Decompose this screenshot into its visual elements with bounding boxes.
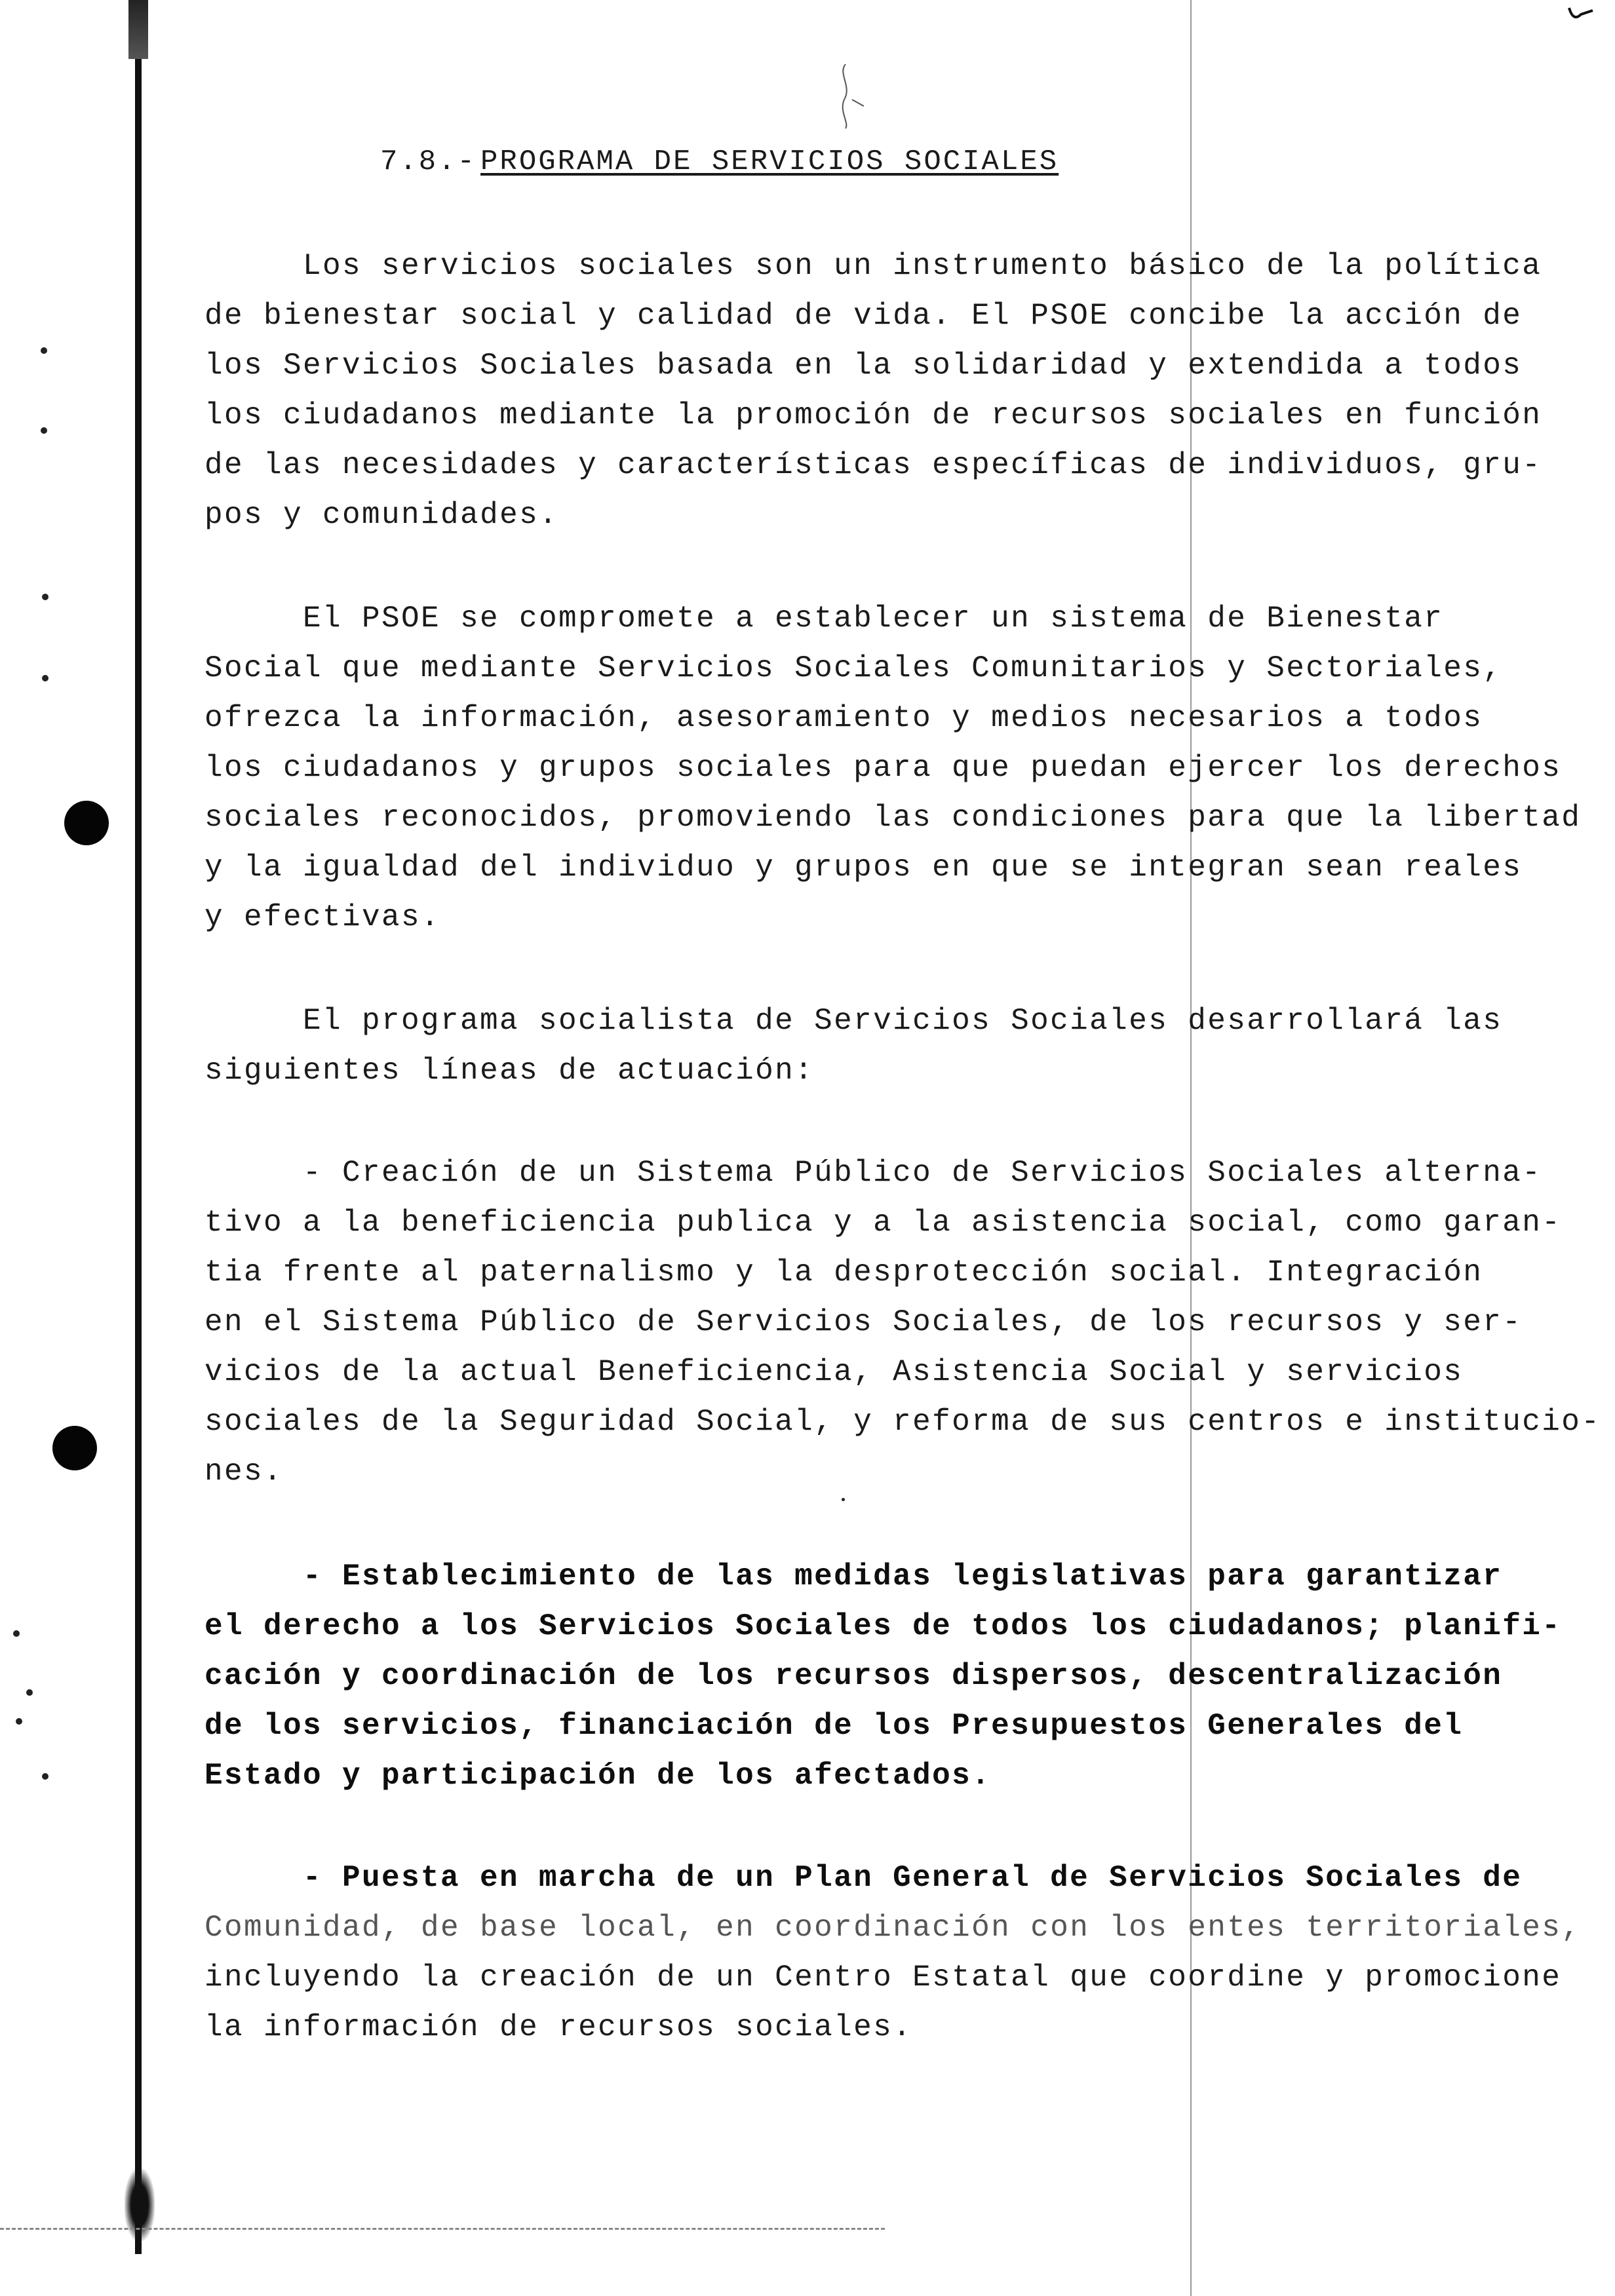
text-line: y la igualdad del individuo y grupos en que se integran sean reales: [204, 851, 1523, 885]
text-line: tivo a la beneficiencia publica y a la asistencia social, como garan-: [204, 1206, 1562, 1240]
text-line: los ciudadanos mediante la promoción de recursos sociales en función: [204, 398, 1542, 432]
text-line: - Establecimiento de las medidas legislativas para garantizar: [303, 1559, 1503, 1594]
binding-edge: [135, 0, 142, 2254]
text-line: en el Sistema Público de Servicios Sociales, de los recursos y ser-: [204, 1305, 1523, 1339]
scan-speck: [41, 347, 47, 354]
scan-speck: [842, 1498, 845, 1501]
paragraph: [204, 594, 1594, 942]
text-line: la información de recursos sociales.: [204, 2010, 913, 2044]
pen-mark-icon: [1566, 4, 1606, 22]
punch-hole: [64, 801, 109, 845]
text-line: Estado y participación de los afectados.: [204, 1759, 992, 1793]
list-item: [204, 1552, 1594, 1801]
text-line: sociales reconocidos, promoviendo las condiciones para que la libertad: [204, 801, 1582, 835]
text-line: sociales de la Seguridad Social, y reforma de sus centros e institucio-: [204, 1405, 1601, 1439]
text-line: - Puesta en marcha de un Plan General de Servicios Sociales de: [303, 1861, 1523, 1895]
text-line: Los servicios sociales son un instrumento básico de la política: [303, 249, 1542, 283]
scan-speck: [42, 594, 49, 600]
text-line: - Creación de un Sistema Público de Servicios Sociales alterna-: [303, 1156, 1542, 1190]
text-line: siguientes líneas de actuación:: [204, 1054, 815, 1088]
section-number: 7.8.-: [380, 145, 477, 178]
scan-speck: [42, 1773, 49, 1780]
text-line: y efectivas.: [204, 900, 441, 934]
paragraph: [204, 996, 1594, 1096]
paragraph: [204, 241, 1594, 540]
scan-speck: [26, 1689, 33, 1696]
text-line: pos y comunidades.: [204, 498, 559, 532]
text-line: incluyendo la creación de un Centro Estatal que coordine y promocione: [204, 1961, 1562, 1995]
section-title: PROGRAMA DE SERVICIOS SOCIALES: [480, 145, 1059, 178]
text-line: de las necesidades y características específicas de individuos, gru-: [204, 448, 1542, 482]
text-line: tia frente al paternalismo y la desprotección social. Integración: [204, 1255, 1483, 1290]
page-bottom-edge: [0, 2228, 885, 2231]
text-line: El programa socialista de Servicios Sociales desarrollará las: [303, 1004, 1503, 1038]
section-heading: [380, 145, 1059, 178]
scan-speck: [41, 427, 47, 434]
list-item: [204, 1148, 1601, 1497]
scan-speck: [13, 1630, 20, 1637]
text-line: de bienestar social y calidad de vida. El PSOE concibe la acción de: [204, 299, 1523, 333]
binding-edge-top: [128, 0, 148, 59]
scan-speck: [42, 675, 49, 681]
text-line: Comunidad, de base local, en coordinación con los entes territoriales,: [204, 1911, 1582, 1945]
list-item: [204, 1853, 1594, 2052]
text-line: cación y coordinación de los recursos dispersos, descentralización: [204, 1659, 1503, 1693]
text-line: el derecho a los Servicios Sociales de todos los ciudadanos; planifi-: [204, 1609, 1562, 1643]
text-line: ofrezca la información, asesoramiento y medios necesarios a todos: [204, 701, 1483, 735]
text-line: los ciudadanos y grupos sociales para que puedan ejercer los derechos: [204, 751, 1562, 785]
text-line: El PSOE se compromete a establecer un sistema de Bienestar: [303, 602, 1444, 636]
text-line: Social que mediante Servicios Sociales Comunitarios y Sectoriales,: [204, 651, 1503, 685]
text-line: nes.: [204, 1455, 284, 1489]
scan-speck: [16, 1718, 22, 1725]
text-line: vicios de la actual Beneficiencia, Asistencia Social y servicios: [204, 1355, 1464, 1389]
punch-hole: [52, 1426, 97, 1470]
text-line: de los servicios, financiación de los Presupuestos Generales del: [204, 1709, 1464, 1743]
text-line: los Servicios Sociales basada en la solidaridad y extendida a todos: [204, 349, 1523, 383]
pencil-squiggle-icon: [826, 60, 878, 132]
